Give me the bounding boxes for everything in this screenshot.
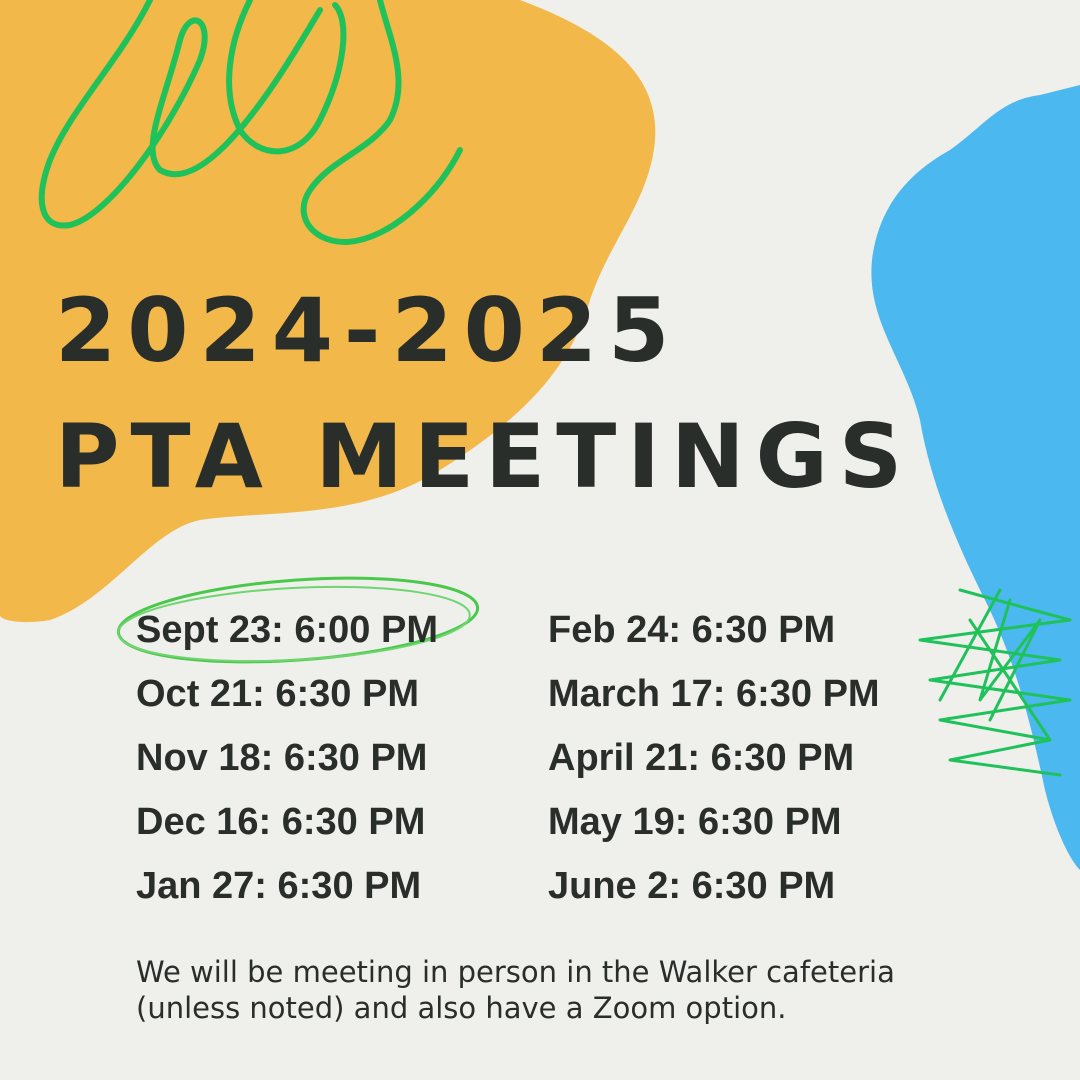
title-years: 2024-2025 (55, 279, 681, 382)
meeting-date: March 17: 6:30 PM (548, 673, 880, 715)
meeting-date: Dec 16: 6:30 PM (136, 801, 426, 843)
meeting-date: Oct 21: 6:30 PM (136, 673, 419, 715)
location-note-line-2: (unless noted) and also have a Zoom option. (136, 991, 787, 1025)
meeting-date: June 2: 6:30 PM (548, 865, 836, 907)
meeting-date: Nov 18: 6:30 PM (136, 737, 428, 779)
poster-title (55, 268, 913, 520)
location-note (136, 954, 1016, 1026)
title-pta-meetings: PTA MEETINGS (55, 405, 914, 508)
meeting-date: May 19: 6:30 PM (548, 801, 842, 843)
meeting-date: April 21: 6:30 PM (548, 737, 855, 779)
meeting-date: Sept 23: 6:00 PM (136, 609, 438, 651)
location-note-line-1: We will be meeting in person in the Walker cafeteria (136, 955, 895, 989)
schedule-column-right (548, 598, 880, 918)
schedule-column-left (136, 598, 438, 918)
meeting-date: Feb 24: 6:30 PM (548, 609, 836, 651)
meeting-schedule (136, 598, 936, 928)
meeting-date: Jan 27: 6:30 PM (136, 865, 422, 907)
